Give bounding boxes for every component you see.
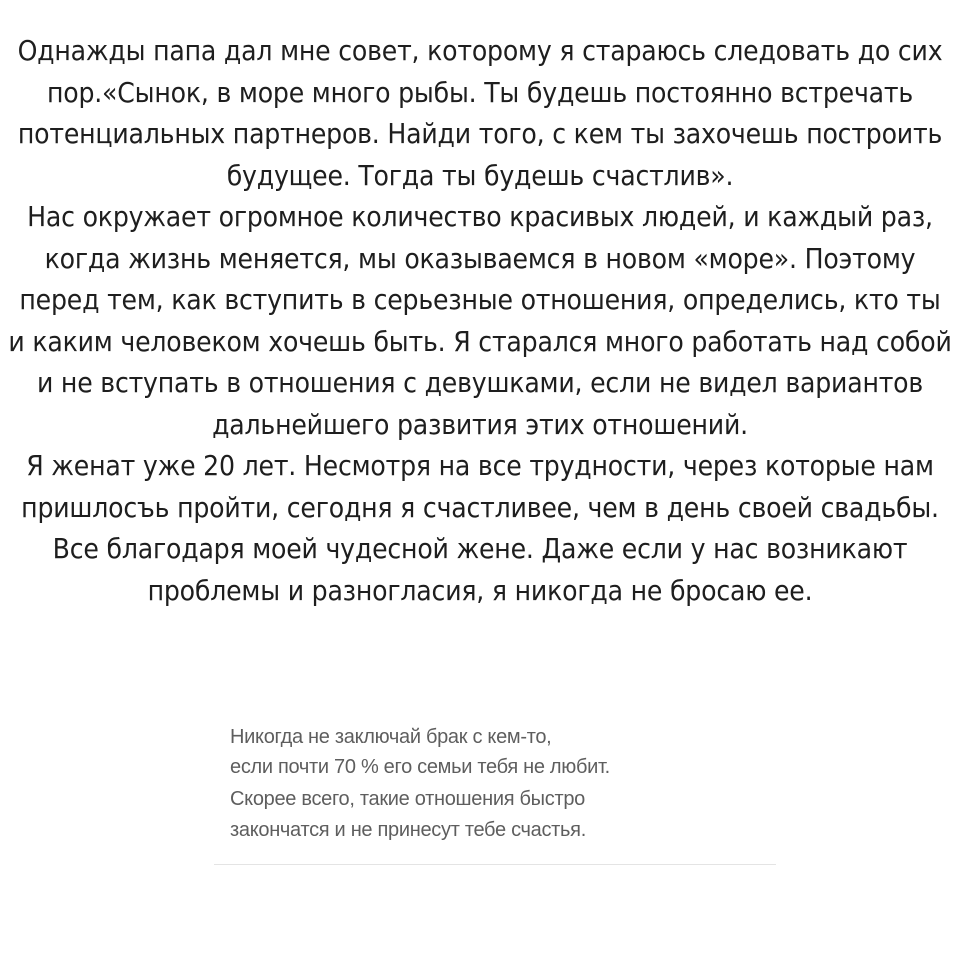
story-line: пор.«Сынок, в море много рыбы. Ты будешь постоянно встречать (46, 75, 913, 109)
story-line: Нас окружает огромное количество красивых людей, и каждый раз, (27, 200, 933, 233)
story-line: когда жизнь меняется, мы оказываемся в новом «море». Поэтому (44, 241, 916, 275)
quote-line: Никогда не заключай брак с кем-то, (230, 726, 552, 748)
story-line: дальнейшего развития этих отношений. (212, 407, 748, 441)
story-line: Однажды папа дал мне совет, которому я стараюсь следовать до сих (17, 34, 943, 67)
story-line: будущее. Тогда ты будешь счастлив». (226, 158, 734, 192)
story-line: проблемы и разногласия, я никогда не бросаю ее. (147, 573, 813, 607)
story-line: Все благодаря моей чудесной жене. Даже если у нас возникают (52, 532, 908, 565)
story-text (0, 30, 960, 611)
story-line: потенциальных партнеров. Найди того, с кем ты захочешь построить (17, 117, 943, 150)
story-line: перед тем, как вступить в серьезные отношения, определись, кто ты (19, 283, 941, 316)
story-line: и не вступать в отношения с девушками, если не видел вариантов (36, 366, 924, 399)
quote-line: если почти 70 % его семьи тебя не любит. (230, 756, 610, 778)
story-line: пришлосъь пройти, сегодня я счастливее, чем в день своей свадьбы. (21, 490, 939, 524)
quote-line: закончатся и не принесут тебе счастья. (230, 819, 586, 841)
story-line: Я женат уже 20 лет. Несмотря на все трудности, через которые нам (26, 449, 934, 482)
quote-card (214, 716, 776, 865)
quote-line: Скорее всего, такие отношения быстро (230, 788, 585, 810)
story-line: и каким человеком хочешь быть. Я старался много работать над собой (8, 324, 952, 358)
